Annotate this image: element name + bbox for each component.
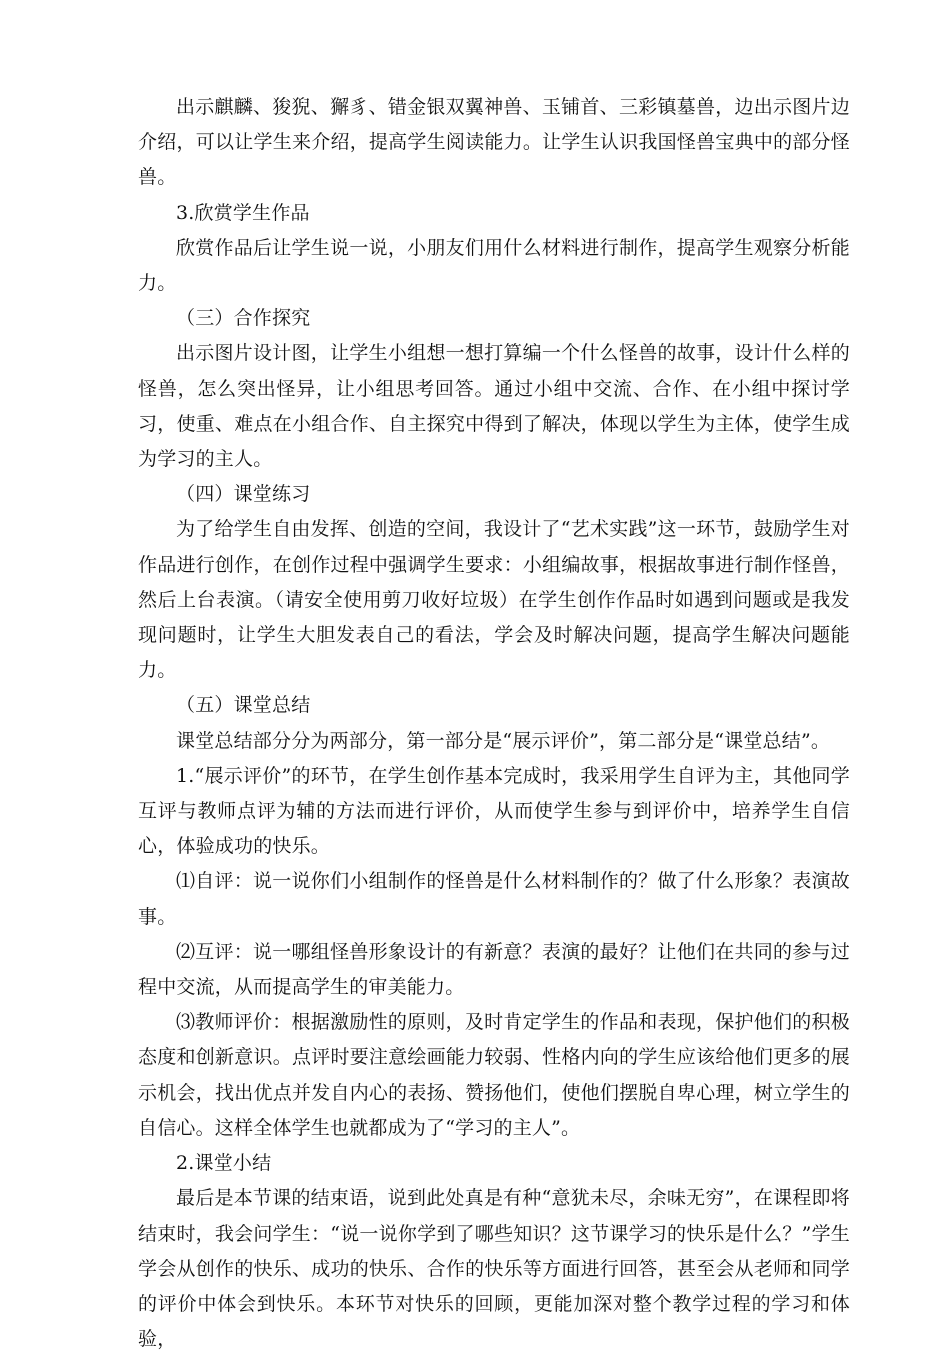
- paragraph-self-evaluation: ⑴自评：说一说你们小组制作的怪兽是什么材料制作的？做了什么形象？表演故事。: [138, 870, 850, 928]
- heading-appreciate-student-works: 3.欣赏学生作品: [176, 201, 310, 224]
- paragraph-appreciate-works: 欣赏作品后让学生说一说，小朋友们用什么材料进行制作，提高学生观察分析能力。: [138, 236, 850, 295]
- paragraph-class-conclusion: 最后是本节课的结束语，说到此处真是有种“意犹未尽，余味无穷”，在课程即将结束时，我会问学生：“说一说你学到了哪些知识？这节课学习的快乐是什么？”学生学会从创作的快乐、成功的快乐、合作的快乐等方面进行回答，甚至会从老师和同学的评价中体会到快乐。本环节对快乐的回顾，更能加深对整个教学过程的学习和体验，: [138, 1187, 850, 1351]
- paragraph-intro-monsters: 出示麒麟、狻猊、獬豸、错金银双翼神兽、玉铺首、三彩镇墓兽，边出示图片边介绍，可以让学生来介绍，提高学生阅读能力。让学生认识我国怪兽宝典中的部分怪兽。: [138, 96, 850, 189]
- section-heading-classroom-summary: （五）课堂总结: [176, 694, 311, 717]
- paragraph-classroom-practice: 为了给学生自由发挥、创造的空间，我设计了“艺术实践”这一环节，鼓励学生对作品进行创作，在创作过程中强调学生要求：小组编故事，根据故事进行制作怪兽，然后上台表演。（请安全使用剪刀收好垃圾）在学生创作作品时如遇到问题或是我发现问题时，让学生大胆发表自己的看法，学会及时解决问题，提高学生解决问题能力。: [138, 518, 850, 682]
- heading-class-conclusion: 2.课堂小结: [176, 1152, 272, 1175]
- paragraph-peer-evaluation: ⑵互评：说一哪组怪兽形象设计的有新意？表演的最好？让他们在共同的参与过程中交流，从而提高学生的审美能力。: [138, 940, 850, 999]
- section-heading-classroom-practice: （四）课堂练习: [176, 483, 311, 506]
- paragraph-summary-overview: 课堂总结部分分为两部分，第一部分是“展示评价”，第二部分是“课堂总结”。: [176, 729, 831, 752]
- paragraph-teacher-evaluation: ⑶教师评价：根据激励性的原则，及时肯定学生的作品和表现，保护他们的积极态度和创新意识。点评时要注意绘画能力较弱、性格内向的学生应该给他们更多的展示机会，找出优点并发自内心的表扬、赞扬他们，使他们摆脱自卑心理，树立学生的自信心。这样全体学生也就都成为了“学习的主人”。: [138, 1011, 850, 1139]
- paragraph-display-evaluation: 1.“展示评价”的环节，在学生创作基本完成时，我采用学生自评为主，其他同学互评与教师点评为辅的方法而进行评价，从而使学生参与到评价中，培养学生自信心，体验成功的快乐。: [138, 764, 850, 858]
- document-body: [138, 90, 850, 1357]
- section-heading-cooperative-inquiry: （三）合作探究: [176, 307, 311, 330]
- paragraph-cooperative-inquiry: 出示图片设计图，让学生小组想一想打算编一个什么怪兽的故事，设计什么样的怪兽，怎么突出怪异，让小组思考回答。通过小组中交流、合作、在小组中探讨学习，使重、难点在小组合作、自主探究中得到了解决，体现以学生为主体，使学生成为学习的主人。: [138, 342, 850, 471]
